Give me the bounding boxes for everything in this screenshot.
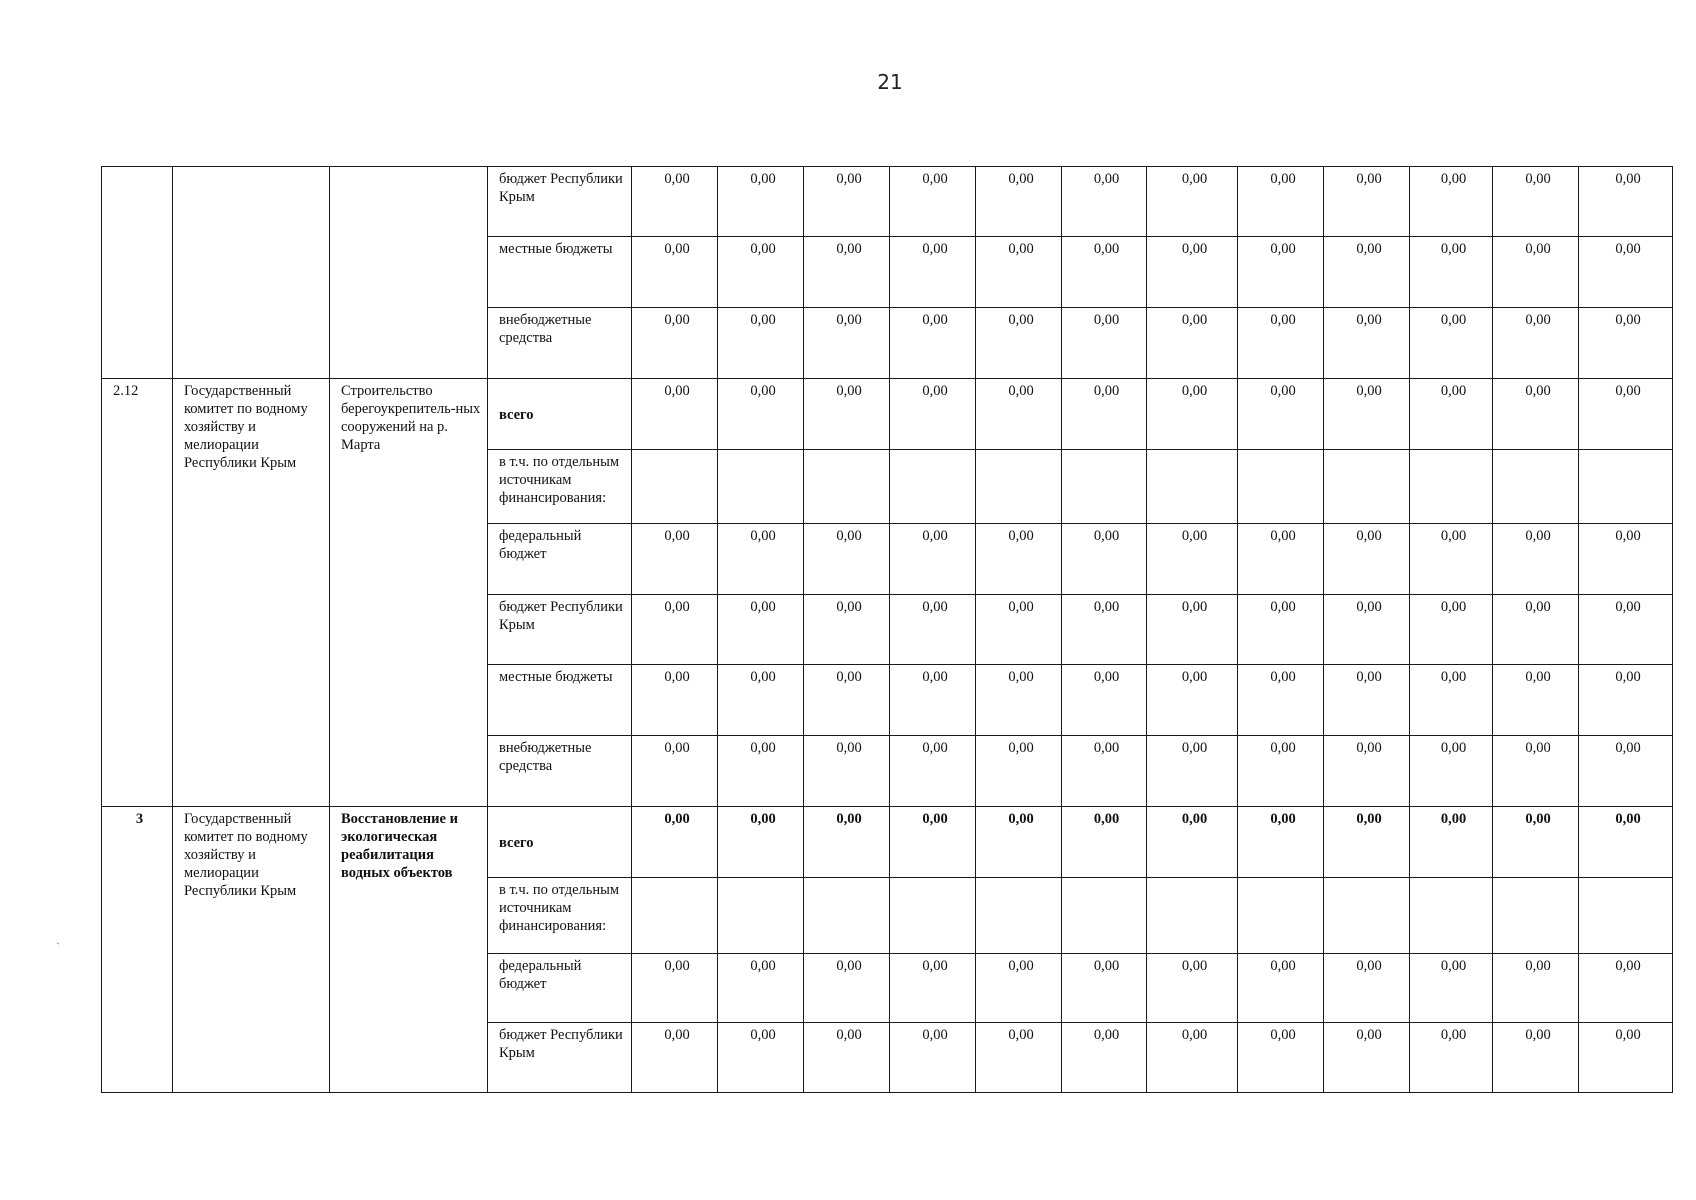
value-cell: 0,00	[890, 308, 976, 379]
value-cell: 0,00	[1324, 665, 1410, 736]
value-cell: 0,00	[632, 308, 718, 379]
value-cell: 0,00	[1324, 807, 1410, 878]
value-cell: 0,00	[1062, 665, 1147, 736]
value-cell	[632, 450, 718, 524]
value-cell: 0,00	[1410, 736, 1493, 807]
value-cell: 0,00	[1147, 524, 1238, 595]
value-cell: 0,00	[1062, 807, 1147, 878]
value-cell: 0,00	[1410, 665, 1493, 736]
source-cell: местные бюджеты	[488, 237, 632, 308]
source-cell: бюджет Республики Крым	[488, 1023, 632, 1093]
value-cell: 0,00	[1238, 954, 1324, 1023]
value-cell: 0,00	[976, 595, 1062, 665]
value-cell: 0,00	[632, 665, 718, 736]
value-cell: 0,00	[1324, 167, 1410, 237]
total-label: всего	[488, 807, 632, 878]
value-cell: 0,00	[632, 595, 718, 665]
source-cell: внебюджетные средства	[488, 308, 632, 379]
value-cell: 0,00	[890, 595, 976, 665]
value-cell: 0,00	[976, 237, 1062, 308]
value-cell: 0,00	[1238, 308, 1324, 379]
value-cell: 0,00	[804, 595, 890, 665]
value-cell: 0,00	[632, 736, 718, 807]
value-cell: 0,00	[1410, 379, 1493, 450]
value-cell: 0,00	[976, 308, 1062, 379]
value-cell: 0,00	[1147, 308, 1238, 379]
value-cell	[1062, 450, 1147, 524]
value-cell: 0,00	[1062, 308, 1147, 379]
value-cell: 0,00	[718, 736, 804, 807]
value-cell: 0,00	[1147, 954, 1238, 1023]
value-cell: 0,00	[1147, 379, 1238, 450]
value-cell: 0,00	[632, 237, 718, 308]
table-row	[102, 807, 1673, 878]
value-cell	[1579, 450, 1673, 524]
value-cell: 0,00	[1324, 954, 1410, 1023]
value-cell: 0,00	[1493, 595, 1579, 665]
value-cell	[1410, 450, 1493, 524]
value-cell: 0,00	[1238, 1023, 1324, 1093]
value-cell	[718, 450, 804, 524]
value-cell: 0,00	[1147, 736, 1238, 807]
value-cell: 0,00	[1324, 595, 1410, 665]
value-cell: 0,00	[1493, 665, 1579, 736]
value-cell: 0,00	[718, 167, 804, 237]
value-cell: 0,00	[632, 167, 718, 237]
value-cell: 0,00	[1062, 954, 1147, 1023]
value-cell: 0,00	[1238, 237, 1324, 308]
executor-cell: Государственный комитет по водному хозяйству и мелиорации Республики Крым	[173, 379, 330, 807]
value-cell	[804, 878, 890, 954]
value-cell: 0,00	[1238, 807, 1324, 878]
value-cell	[1410, 878, 1493, 954]
value-cell: 0,00	[1493, 237, 1579, 308]
value-cell: 0,00	[718, 524, 804, 595]
value-cell: 0,00	[1579, 665, 1673, 736]
value-cell	[1493, 878, 1579, 954]
value-cell: 0,00	[632, 1023, 718, 1093]
table-row	[102, 167, 1673, 237]
value-cell: 0,00	[1579, 807, 1673, 878]
value-cell	[1324, 878, 1410, 954]
value-cell: 0,00	[976, 1023, 1062, 1093]
value-cell: 0,00	[976, 167, 1062, 237]
value-cell: 0,00	[1147, 1023, 1238, 1093]
source-cell: внебюджетные средства	[488, 736, 632, 807]
value-cell: 0,00	[1238, 379, 1324, 450]
value-cell: 0,00	[1579, 237, 1673, 308]
value-cell: 0,00	[1579, 524, 1673, 595]
value-cell: 0,00	[718, 379, 804, 450]
value-cell: 0,00	[632, 379, 718, 450]
value-cell: 0,00	[1238, 524, 1324, 595]
value-cell: 0,00	[1410, 167, 1493, 237]
value-cell: 0,00	[1147, 665, 1238, 736]
value-cell	[1147, 450, 1238, 524]
value-cell: 0,00	[976, 807, 1062, 878]
value-cell: 0,00	[804, 237, 890, 308]
value-cell: 0,00	[976, 954, 1062, 1023]
value-cell: 0,00	[890, 807, 976, 878]
value-cell	[1579, 878, 1673, 954]
value-cell	[632, 878, 718, 954]
value-cell: 0,00	[976, 665, 1062, 736]
value-cell: 0,00	[1579, 736, 1673, 807]
value-cell: 0,00	[890, 665, 976, 736]
value-cell: 0,00	[1410, 524, 1493, 595]
continued-index-cell	[102, 167, 173, 379]
value-cell	[804, 450, 890, 524]
value-cell: 0,00	[804, 736, 890, 807]
page-number: 21	[877, 70, 903, 94]
value-cell: 0,00	[1579, 167, 1673, 237]
value-cell: 0,00	[804, 379, 890, 450]
value-cell: 0,00	[890, 237, 976, 308]
value-cell: 0,00	[1410, 1023, 1493, 1093]
value-cell: 0,00	[804, 807, 890, 878]
value-cell: 0,00	[1062, 237, 1147, 308]
item-index: 3	[102, 807, 173, 1093]
value-cell	[1493, 450, 1579, 524]
value-cell: 0,00	[804, 1023, 890, 1093]
value-cell: 0,00	[1579, 595, 1673, 665]
continued-executor-cell	[173, 167, 330, 379]
value-cell: 0,00	[1238, 595, 1324, 665]
value-cell: 0,00	[1410, 308, 1493, 379]
source-cell: в т.ч. по отдельным источникам финансирования:	[488, 878, 632, 954]
value-cell: 0,00	[976, 736, 1062, 807]
value-cell: 0,00	[718, 954, 804, 1023]
value-cell: 0,00	[718, 807, 804, 878]
value-cell: 0,00	[1579, 1023, 1673, 1093]
value-cell: 0,00	[1238, 736, 1324, 807]
value-cell: 0,00	[804, 524, 890, 595]
value-cell: 0,00	[1062, 379, 1147, 450]
value-cell: 0,00	[1062, 595, 1147, 665]
value-cell: 0,00	[1493, 167, 1579, 237]
value-cell: 0,00	[1238, 167, 1324, 237]
value-cell: 0,00	[1062, 1023, 1147, 1093]
source-cell: федеральный бюджет	[488, 954, 632, 1023]
value-cell: 0,00	[1147, 595, 1238, 665]
value-cell: 0,00	[1324, 1023, 1410, 1093]
value-cell: 0,00	[1493, 308, 1579, 379]
value-cell: 0,00	[1324, 379, 1410, 450]
value-cell: 0,00	[1147, 167, 1238, 237]
value-cell: 0,00	[1324, 736, 1410, 807]
value-cell: 0,00	[632, 807, 718, 878]
table-row	[102, 379, 1673, 450]
value-cell: 0,00	[1493, 954, 1579, 1023]
source-cell: в т.ч. по отдельным источникам финансирования:	[488, 450, 632, 524]
source-cell: бюджет Республики Крым	[488, 167, 632, 237]
value-cell: 0,00	[1410, 954, 1493, 1023]
value-cell: 0,00	[1062, 524, 1147, 595]
value-cell: 0,00	[632, 524, 718, 595]
value-cell	[1147, 878, 1238, 954]
scan-artifact-mark: ˋ	[56, 940, 60, 954]
value-cell	[1238, 878, 1324, 954]
value-cell: 0,00	[804, 665, 890, 736]
value-cell: 0,00	[1579, 308, 1673, 379]
financing-table	[101, 166, 1673, 1093]
value-cell: 0,00	[718, 308, 804, 379]
value-cell: 0,00	[1410, 237, 1493, 308]
executor-cell: Государственный комитет по водному хозяйству и мелиорации Республики Крым	[173, 807, 330, 1093]
source-cell: бюджет Республики Крым	[488, 595, 632, 665]
value-cell: 0,00	[718, 1023, 804, 1093]
item-index: 2.12	[102, 379, 173, 807]
value-cell: 0,00	[1493, 1023, 1579, 1093]
value-cell: 0,00	[1147, 237, 1238, 308]
measure-cell: Строительство берегоукрепитель-ных сооружений на р. Марта	[330, 379, 488, 807]
value-cell: 0,00	[1493, 524, 1579, 595]
value-cell: 0,00	[890, 379, 976, 450]
value-cell: 0,00	[890, 954, 976, 1023]
value-cell	[976, 878, 1062, 954]
value-cell	[890, 450, 976, 524]
value-cell: 0,00	[1493, 807, 1579, 878]
value-cell: 0,00	[890, 1023, 976, 1093]
value-cell: 0,00	[1579, 379, 1673, 450]
value-cell: 0,00	[1324, 524, 1410, 595]
source-cell: местные бюджеты	[488, 665, 632, 736]
measure-cell: Восстановление и экологическая реабилитация водных объектов	[330, 807, 488, 1093]
value-cell: 0,00	[1579, 954, 1673, 1023]
value-cell	[1062, 878, 1147, 954]
value-cell: 0,00	[1410, 595, 1493, 665]
value-cell: 0,00	[718, 595, 804, 665]
value-cell	[1238, 450, 1324, 524]
value-cell: 0,00	[976, 524, 1062, 595]
value-cell: 0,00	[1493, 379, 1579, 450]
value-cell: 0,00	[890, 736, 976, 807]
value-cell: 0,00	[632, 954, 718, 1023]
value-cell: 0,00	[1062, 167, 1147, 237]
value-cell: 0,00	[1238, 665, 1324, 736]
value-cell: 0,00	[1324, 237, 1410, 308]
value-cell: 0,00	[1062, 736, 1147, 807]
value-cell: 0,00	[1410, 807, 1493, 878]
value-cell: 0,00	[804, 308, 890, 379]
value-cell: 0,00	[804, 954, 890, 1023]
value-cell: 0,00	[718, 237, 804, 308]
source-cell: федеральный бюджет	[488, 524, 632, 595]
value-cell: 0,00	[1493, 736, 1579, 807]
value-cell: 0,00	[890, 524, 976, 595]
value-cell: 0,00	[718, 665, 804, 736]
value-cell: 0,00	[976, 379, 1062, 450]
value-cell	[718, 878, 804, 954]
value-cell	[890, 878, 976, 954]
value-cell: 0,00	[1324, 308, 1410, 379]
total-label: всего	[488, 379, 632, 450]
value-cell: 0,00	[1147, 807, 1238, 878]
value-cell	[1324, 450, 1410, 524]
continued-measure-cell	[330, 167, 488, 379]
value-cell: 0,00	[804, 167, 890, 237]
value-cell: 0,00	[890, 167, 976, 237]
value-cell	[976, 450, 1062, 524]
